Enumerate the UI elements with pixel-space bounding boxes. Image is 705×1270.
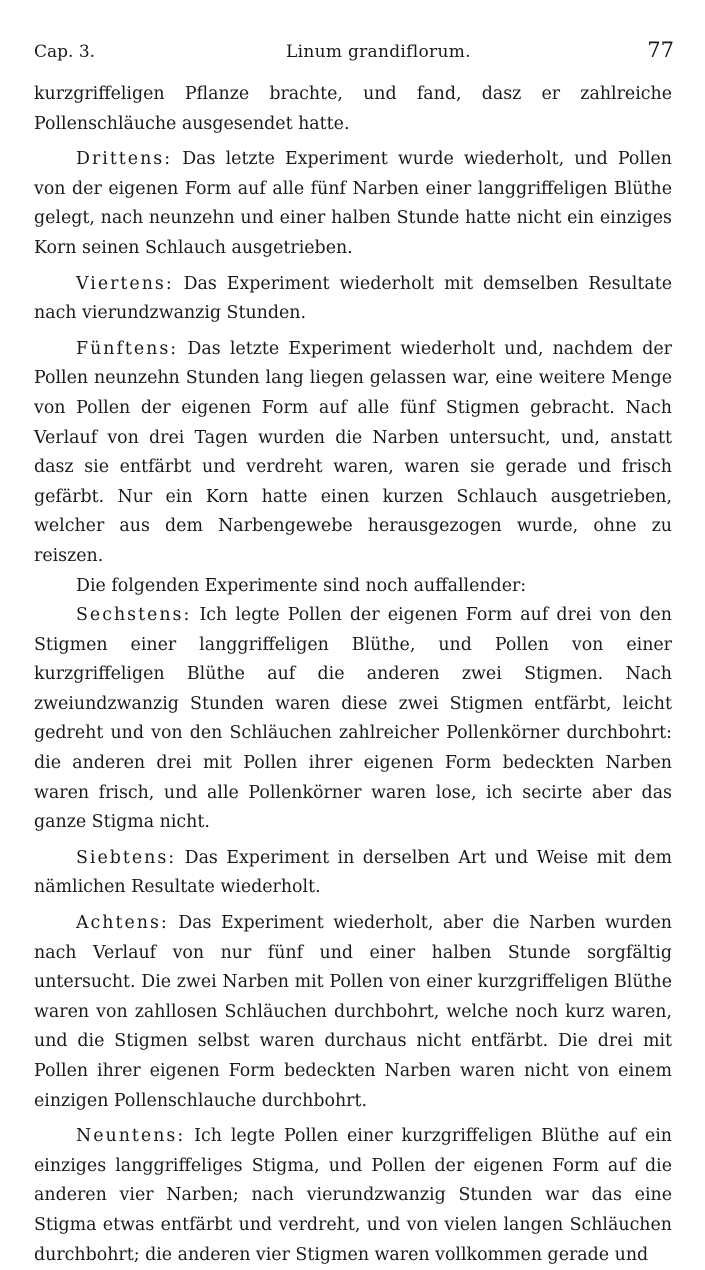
paragraph-continuation <box>34 80 672 139</box>
running-title: Linum grandiflorum. <box>286 42 471 62</box>
paragraph-text: Ich legte Pollen einer kurzgriffeligen Blüthe auf ein einziges langgriffeliges Stigma, und Pollen der eigenen Form auf die anderen vier Narben; nach vierundzwanzig Stunden war das eine Stigma etwas entfärbt und verdreht, und von vielen langen Schläuchen durchbohrt; die anderen vier Stigmen waren vollkommen gerade und <box>34 1126 672 1265</box>
paragraph-viertens <box>34 270 672 329</box>
paragraph-lead: Achtens: <box>76 913 169 934</box>
chapter-label: Cap. 3. <box>34 42 96 62</box>
paragraph-text: Ich legte Pollen der eigenen Form auf drei von den Stigmen einer langgriffeligen Blüthe, und Pollen von einer kurzgriffeligen Blüthe auf die anderen zwei Stigmen. Nach zweiundzwanzig Stunden waren diese zwei Stigmen entfärbt, leicht gedreht und von den Schläuchen zahlreicher Pollenkörner durchbohrt: die anderen drei mit Pollen ihrer eigenen Form bedeckten Narben waren frisch, und alle Pollenkörner waren lose, ich secirte aber das ganze Stigma nicht. <box>34 605 672 833</box>
paragraph-text: Das letzte Experiment wurde wiederholt, und Pollen von der eigenen Form auf alle fünf Narben einer langgriffeligen Blüthe gelegt, nach neunzehn und einer halben Stunde hatte nicht ein einziges Korn seinen Schlauch ausgetrieben. <box>34 149 672 258</box>
paragraph-achtens <box>34 909 672 1116</box>
paragraph-siebtens <box>34 844 672 903</box>
paragraph-fuenftens <box>34 335 672 572</box>
paragraph-lead: Neuntens: <box>76 1126 186 1147</box>
paragraph-lead: Viertens: <box>76 273 174 294</box>
paragraph-text: Das Experiment wiederholt mit demselben Resultate nach vierundzwanzig Stunden. <box>34 273 672 324</box>
paragraph-lead: Sechstens: <box>76 605 192 626</box>
paragraph-lead: Siebtens: <box>76 847 177 868</box>
paragraph-intro <box>34 572 672 602</box>
paragraph-text: kurzgriffeligen Pflanze brachte, und fand, dasz er zahlreiche Pollenschläuche ausgesendet hatte. <box>34 84 672 134</box>
running-header <box>34 38 674 64</box>
paragraph-text: Das Experiment wiederholt, aber die Narben wurden nach Verlauf von nur fünf und einer halben Stunde sorgfältig untersucht. Die zwei Narben mit Pollen von einer kurzgriffeligen Blüthe waren von zahllosen Schläuchen durchbohrt, welche noch kurz waren, und die Stigmen selbst waren durchaus nicht entfärbt. Die drei mit Pollen ihrer eigenen Form bedeckten Narben waren nicht von einem einzigen Pollenschlauche durchbohrt. <box>34 913 672 1111</box>
page-number: 77 <box>647 38 674 62</box>
body-text <box>34 80 672 1270</box>
paragraph-lead: Drittens: <box>76 149 173 170</box>
paragraph-neuntens <box>34 1122 672 1270</box>
paragraph-text: Das Experiment in derselben Art und Weise mit dem nämlichen Resultate wiederholt. <box>34 847 672 898</box>
paragraph-text: Die folgenden Experimente sind noch auffallender: <box>76 575 527 596</box>
paragraph-sechstens <box>34 601 672 838</box>
paragraph-drittens <box>34 145 672 263</box>
paragraph-text: Das letzte Experiment wiederholt und, nachdem der Pollen neunzehn Stunden lang liegen gelassen war, eine weitere Menge von Pollen der eigenen Form auf alle fünf Stigmen gebracht. Nach Verlauf von drei Tagen wurden die Narben untersucht, und, anstatt dasz sie entfärbt und verdreht waren, waren sie gerade und frisch gefärbt. Nur ein Korn hatte einen kurzen Schlauch ausgetrieben, welcher aus dem Narbengewebe herausgezogen wurde, ohne zu reiszen. <box>34 338 672 566</box>
paragraph-lead: Fünftens: <box>76 338 179 359</box>
